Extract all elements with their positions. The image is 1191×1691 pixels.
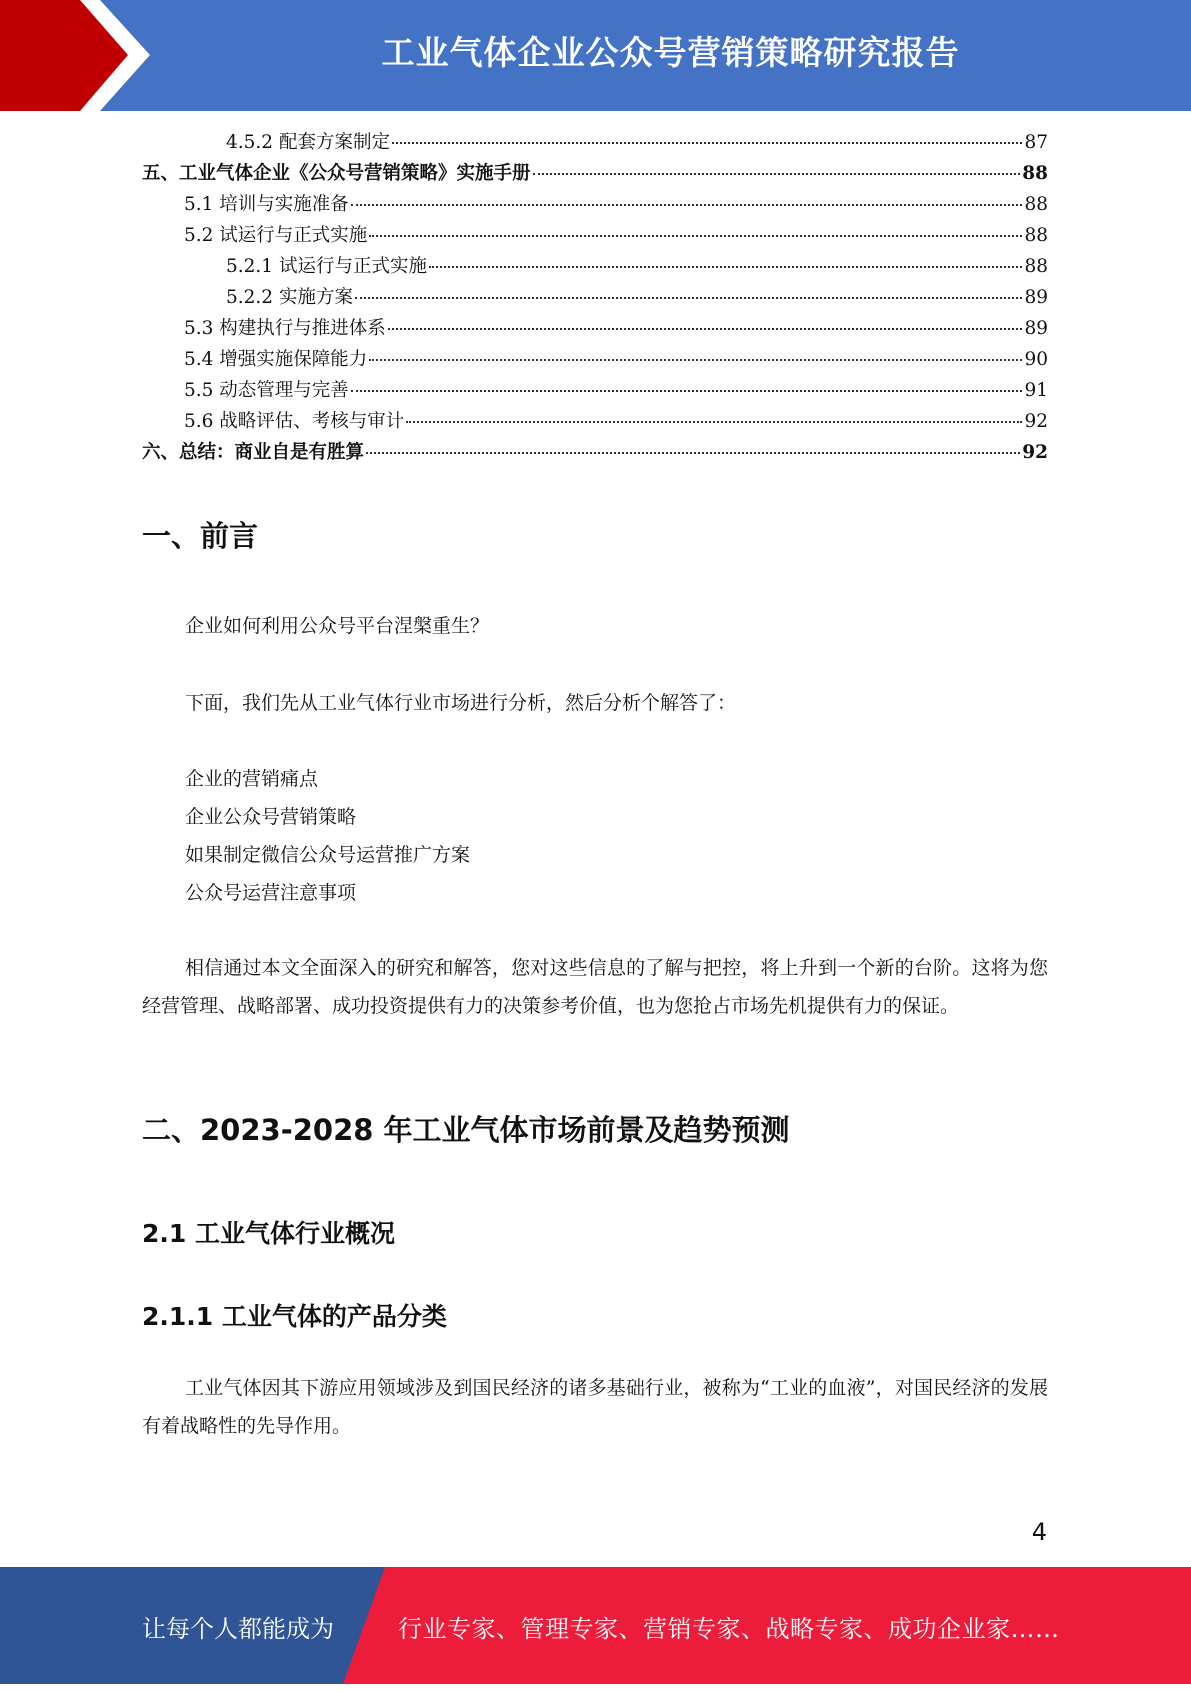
toc-entry-label: 5.1 培训与实施准备	[184, 194, 349, 215]
toc-entry-label: 5.6 战略评估、考核与审计	[184, 411, 405, 432]
toc-entry-page: 88	[1024, 225, 1048, 246]
toc-entry[interactable]	[142, 252, 1048, 283]
toc-leader-dots	[388, 328, 1023, 330]
document-title: 工业气体企业公众号营销策略研究报告	[381, 33, 960, 72]
toc-entry[interactable]	[142, 314, 1048, 345]
toc-leader-dots	[366, 452, 1020, 454]
subsection-heading: 2.1 工业气体行业概况	[142, 1219, 395, 1248]
toc-entry[interactable]	[142, 128, 1048, 159]
toc-leader-dots	[351, 204, 1023, 206]
toc-entry-label: 五、工业气体企业《公众号营销策略》实施手册	[142, 163, 531, 184]
toc-leader-dots	[406, 421, 1022, 423]
section-heading-market-forecast: 二、2023-2028 年工业气体市场前景及趋势预测	[142, 1113, 790, 1147]
subsubsection-heading: 2.1.1 工业气体的产品分类	[142, 1302, 447, 1331]
toc-entry-page: 92	[1022, 442, 1048, 463]
preface-topic-list	[185, 760, 470, 912]
toc-entry[interactable]	[142, 221, 1048, 252]
list-item: 如果制定微信公众号运营推广方案	[185, 844, 471, 866]
toc-entry-page: 92	[1024, 411, 1048, 432]
toc-entry[interactable]	[142, 345, 1048, 376]
preface-conclusion: 相信通过本文全面深入的研究和解答，您对这些信息的了解与把控，将上升到一个新的台阶。这将为您经营管理、战略部署、成功投资提供有力的决策参考价值，也为您抢占市场先机提供有力的保证。	[142, 957, 1048, 1017]
toc-entry-page: 89	[1024, 318, 1048, 339]
toc-entry-page: 90	[1024, 349, 1048, 370]
toc-entry-page: 89	[1024, 287, 1048, 308]
toc-entry-page: 87	[1024, 132, 1048, 153]
toc-entry-label: 5.4 增强实施保障能力	[184, 349, 368, 370]
toc-leader-dots	[369, 359, 1022, 361]
list-item: 企业的营销痛点	[185, 768, 319, 790]
toc-entry-page: 91	[1024, 380, 1048, 401]
toc-leader-dots	[355, 297, 1023, 299]
toc-leader-dots	[369, 235, 1022, 237]
section-heading-preface: 一、前言	[142, 519, 259, 553]
toc-leader-dots	[533, 173, 1021, 175]
toc-entry-label: 六、总结：商业自是有胜算	[142, 442, 365, 463]
list-item: 企业公众号营销策略	[185, 806, 357, 828]
toc-leader-dots	[392, 142, 1022, 144]
footer-slogan-left: 让每个人都能成为	[142, 1615, 334, 1643]
toc-entry-label: 5.3 构建执行与推进体系	[184, 318, 386, 339]
toc-entry[interactable]	[142, 376, 1048, 407]
preface-intro: 下面，我们先从工业气体行业市场进行分析，然后分析个解答了：	[185, 692, 737, 714]
toc-entry-page: 88	[1022, 163, 1048, 184]
toc-entry-label: 5.2.2 实施方案	[226, 287, 353, 308]
toc-entry-page: 88	[1024, 194, 1048, 215]
toc-entry-label: 5.2 试运行与正式实施	[184, 225, 368, 246]
toc-leader-dots	[429, 266, 1022, 268]
footer-slogan-right: 行业专家、管理专家、营销专家、战略专家、成功企业家……	[398, 1615, 1060, 1643]
toc-entry[interactable]	[142, 283, 1048, 314]
preface-question: 企业如何利用公众号平台涅槃重生？	[185, 615, 490, 637]
toc-entry-label: 4.5.2 配套方案制定	[226, 132, 390, 153]
list-item: 公众号运营注意事项	[185, 882, 357, 904]
toc-leader-dots	[351, 390, 1023, 392]
toc-entry-label: 5.2.1 试运行与正式实施	[226, 256, 427, 277]
body-paragraph: 工业气体因其下游应用领域涉及到国民经济的诸多基础行业，被称为“工业的血液”，对国民经济的发展有着战略性的先导作用。	[142, 1377, 1048, 1437]
page-number: 4	[1031, 1518, 1047, 1546]
toc-entry-page: 88	[1024, 256, 1048, 277]
toc-entry[interactable]	[142, 190, 1048, 221]
toc-entry[interactable]	[142, 438, 1048, 469]
header-banner	[0, 0, 1191, 111]
table-of-contents	[142, 128, 1048, 469]
toc-entry-label: 5.5 动态管理与完善	[184, 380, 349, 401]
toc-entry[interactable]	[142, 407, 1048, 438]
footer-banner	[0, 1567, 1191, 1684]
toc-entry[interactable]	[142, 159, 1048, 190]
